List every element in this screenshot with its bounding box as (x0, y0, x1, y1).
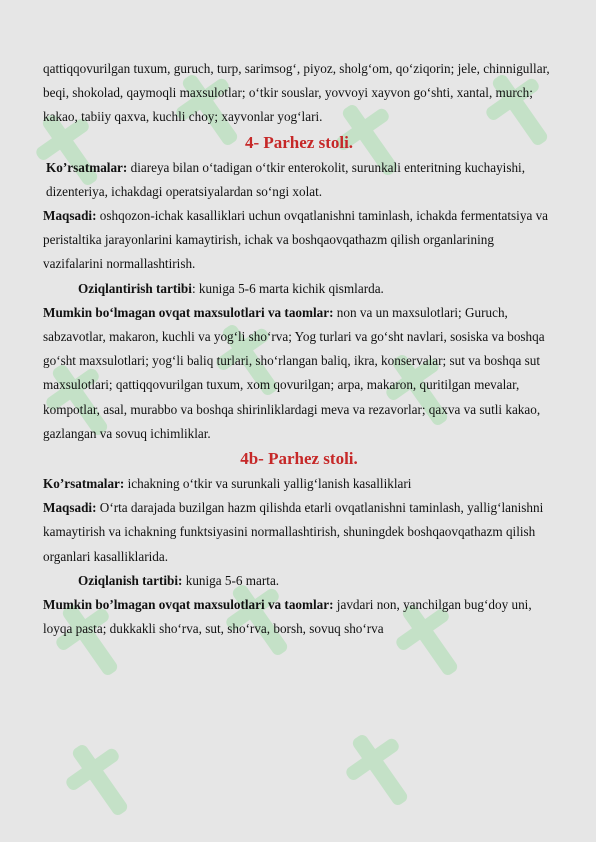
section-4b-regime (43, 569, 555, 593)
section-4-regime (43, 277, 555, 301)
section-4-regime-text: : kuniga 5-6 marta kichik qismlarda. (191, 280, 384, 296)
section-4-goal (43, 204, 555, 277)
section-4b-indications-text: ichakning o‘tkir va surunkali yallig‘lanish kasalliklari (124, 476, 412, 492)
section-4b-goal-label: Maqsadi: (43, 500, 97, 516)
section-4-goal-text: oshqozon-ichak kasalliklari uchun ovqatlanishni taminlash, ichakda fermentatsiya va peristaltika jarayonlarini kamaytirish, ichak va boshqaovqathazm qilish organlarining vazifalarini normallashtirish. (43, 208, 549, 272)
document-body (43, 57, 555, 641)
section-4-goal-label: Maqsadi: (43, 208, 97, 224)
section-4-regime-label: Oziqlantirish tartibi (78, 280, 192, 296)
section-4-title: 4- Parhez stoli. (244, 132, 354, 152)
section-4b-forbidden-text: javdari non, yanchilgan bug‘doy uni, loyqa pasta; dukkakli sho‘rva, sut, sho‘rva, borsh, sovuq sho‘rva (43, 597, 532, 637)
section-4b-regime-label: Oziqlanish tartibi: (78, 572, 183, 588)
intro-paragraph: qattiqqovurilgan tuxum, guruch, turp, sarimsog‘, piyoz, sholg‘om, qo‘ziqorin; jele, chinnigullar, beqi, shokolad, qaymoqli maxsulotlar; o‘tkir souslar, yovvoyi xayvon go‘shti, xantal, murch; kakao, tabiiy qaxva, kuchli choy; xayvonlar yog‘lari. (43, 61, 550, 125)
section-4b-regime-text: kuniga 5-6 marta. (182, 572, 280, 588)
section-4b-indications-label: Ko’rsatmalar: (43, 476, 125, 492)
section-4-indications-text: diareya bilan o‘tadigan o‘tkir enterokolit, surunkali enteritning kuchayishi, dizenteriya, ichakdagi operatsiyalardan so‘ngi xolat. (46, 159, 526, 199)
section-4-forbidden (43, 301, 555, 446)
section-4b-forbidden (43, 593, 555, 641)
section-4-indications-label: Ko’rsatmalar: (46, 159, 128, 175)
section-4b-indications (43, 472, 555, 496)
section-4b-goal (43, 496, 555, 569)
section-4-forbidden-text: non va un maxsulotlari; Guruch, sabzavotlar, makaron, kuchli va yog‘li sho‘rva; Yog turlari va go‘sht navlari, sosiska va boshqa go‘sht maxsulotlari; yog‘li baliq turlari, sho‘rlangan baliq, ikra, konservalar; sut va boshqa sut maxsulotlari; qattiqqovurilgan tuxum, xom qovurilgan; arpa, makaron, quritilgan mevalar, kompotlar, asal, murabbo va boshqa shirinliklardagi meva va rezavorlar; qaxva va sutli kakao, gazlangan va sovuq ichimliklar. (43, 304, 545, 441)
section-4-indications (43, 156, 555, 204)
section-4-forbidden-label: Mumkin bo‘lmagan ovqat maxsulotlari va taomlar: (43, 304, 334, 320)
section-4b-title: 4b- Parhez stoli. (240, 449, 358, 469)
section-4b-forbidden-label: Mumkin bo’lmagan ovqat maxsulotlari va taomlar: (43, 597, 334, 613)
section-4b-goal-text: O‘rta darajada buzilgan hazm qilishda etarli ovqatlanishni taminlash, yallig‘lanishni kamaytirish va ichakning funktsiyasini normallashtirish, shuningdek boshqaovqathazm qilish organlari kasalliklarida. (43, 500, 544, 564)
